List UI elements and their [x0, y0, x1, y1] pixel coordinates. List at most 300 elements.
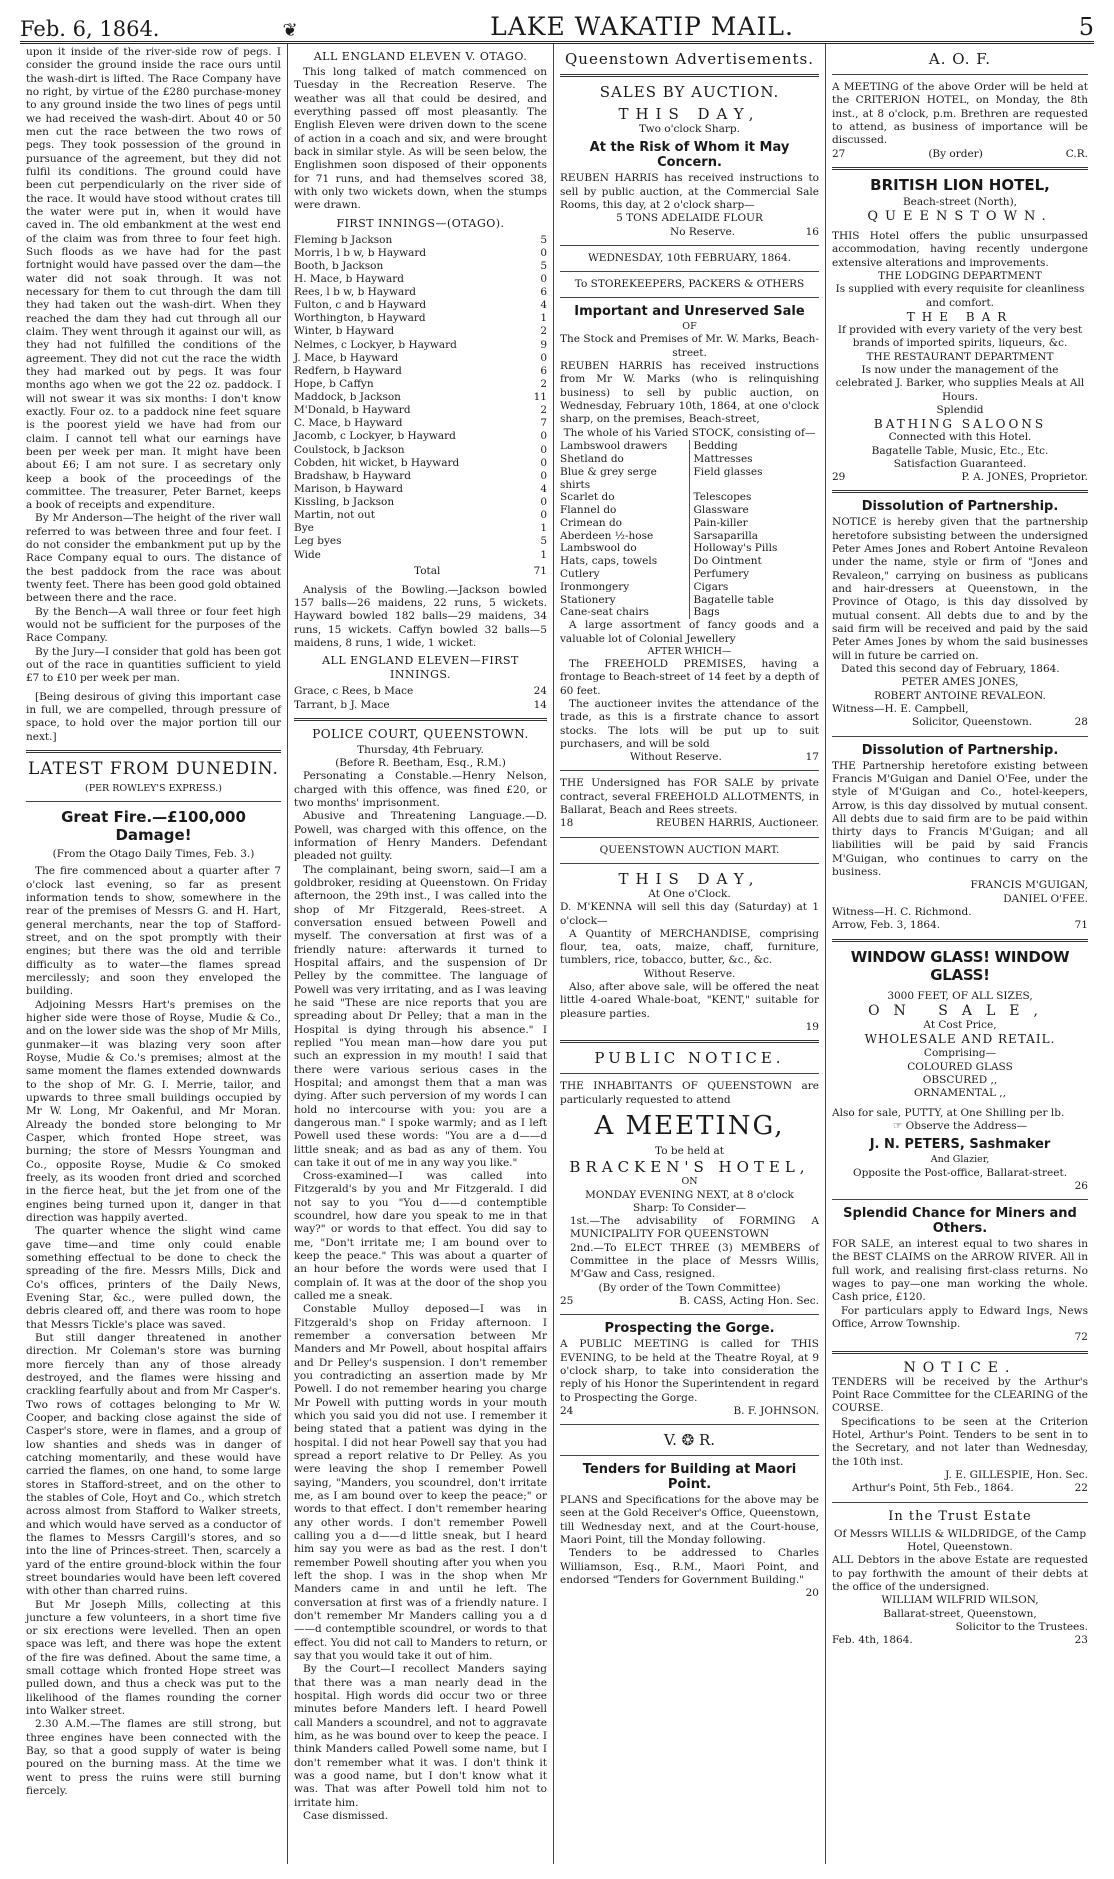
runs-value: 0: [540, 246, 547, 259]
police-text: Personating a Constable.—Henry Nelson, charged with this offence, was fined £20, or two months' imprisonment.: [294, 770, 547, 809]
runs-value: 24: [533, 685, 547, 698]
dissolution-text: THE Partnership heretofore existing between Francis M'Guigan and Daniel O'Fee, under the style of M'Guigan and Co., hotel-keepers, Arrow, is this day dissolved by mutual consent. All debts due to said firm are to be paid within thirty days to Francis M'Guigan; and all liabilities will be paid by said Francis M'Guigan, who continues to carry on the business.: [832, 759, 1088, 879]
runs-value: 11: [533, 391, 547, 404]
peters-address: Opposite the Post-office, Ballarat-street.: [852, 1166, 1068, 1179]
merchandise-text: A Quantity of MERCHANDISE, comprising flour, tea, oats, maize, chaff, furniture, tumblers, rice, tobacco, butter, &c., &c.: [560, 927, 819, 967]
sashmaker-name: J. N. PETERS, Sashmaker: [869, 1137, 1051, 1153]
batsman-name: Maddock, b Jackson: [294, 391, 401, 404]
runs-value: 0: [540, 443, 547, 456]
divider: [560, 1314, 819, 1315]
stock-item: Lambswool do: [560, 542, 690, 555]
glazier-label: And Glazier,: [930, 1154, 990, 1166]
stock-item: Shetland do: [560, 453, 690, 466]
divider: [832, 1502, 1088, 1503]
arthurs-line: [832, 1482, 1088, 1495]
johnson-line: [560, 1405, 819, 1418]
runs-value: 1: [540, 522, 547, 535]
score-row: [294, 483, 547, 496]
batsman-name: Marison, b Hayward: [294, 482, 403, 495]
divider: [560, 245, 819, 246]
fire-text: Adjoining Messrs Hart's premises on the higher side were those of Royse, Mudie & Co., and on the lower side was the shop of Mr Mills, gunmaker—it was blazing very soon after Royse, Mudie & Co.'s premises; almost at the same moment the flames extended downwards to the shop of Mr. G. I. Merrie, tailor, and upwards to three small buildings occupied by Mr W. Long, Mr Oakenful, and Mr Moran. Already the bonded store belonging to Mr Casper, which fronted Hope street, was burning; the store of Messrs Youngman and Co., opposite Royse, Mudie & Co smoked freely, as its wooden front dried and scorched in the fierce heat, but the jet from one of the engines being turned upon it, danger in that direction was happily averted.: [26, 998, 281, 1224]
no-reserve-line: [560, 226, 819, 239]
stock-item: Blue & grey serge shirts: [560, 466, 690, 492]
score-row: [294, 391, 547, 404]
storekeepers-heading: To STOREKEEPERS, PACKERS & OTHERS: [574, 278, 805, 291]
agenda-item: 2nd.—To ELECT THREE (3) MEMBERS of Committee in the place of Messrs Willis, M'Gaw and Cass, resigned.: [570, 1241, 819, 1281]
batsman-name: Jacomb, c Lockyer, b Hayward: [294, 430, 456, 443]
stock-item: Sarsaparilla: [693, 529, 758, 542]
stock-item: Pain-killer: [693, 516, 748, 529]
score-row: [294, 522, 547, 535]
batsman-name: J. Mace, b Hayward: [294, 351, 399, 364]
column-4: [826, 44, 1094, 1864]
batsman-name: H. Mace, b Hayward: [294, 272, 405, 285]
divider: [832, 939, 1088, 942]
time-note: At One o'Clock.: [648, 887, 731, 900]
fire-text: 2.30 A.M.—The flames are still strong, but three engines have been connected with the Bay, so that a good supply of water is being poured on the burning mass. At the time we went to press the ruins were still burning fiercely.: [26, 1718, 281, 1798]
trust-date-line: [832, 1634, 1088, 1647]
divider: [832, 1199, 1088, 1200]
runs-value: 5: [540, 259, 547, 272]
jones-line: [832, 471, 1088, 484]
without-reserve-line: [560, 751, 819, 764]
divider: [26, 750, 281, 753]
runs-value: 0: [540, 509, 547, 522]
stock-item: Lambswool drawers: [560, 440, 690, 453]
important-heading: Important and Unreserved Sale: [574, 304, 805, 320]
score-row: [294, 535, 547, 548]
hotel-name: BRACKEN'S HOTEL,: [569, 1158, 810, 1177]
batsman-name: Tarrant, b J. Mace: [294, 698, 390, 711]
tenders-text: Tenders to be addressed to Charles Williamson, Esq., R.M., Maori Point, and endorsed "Tenders for Government Building.": [560, 1547, 819, 1586]
column-1: [20, 44, 288, 1864]
runs-value: 5: [540, 233, 547, 246]
batsman-name: Bye: [294, 522, 314, 535]
hotel-heading: BRITISH LION HOTEL,: [870, 175, 1050, 194]
stock-item: Ironmongery: [560, 581, 690, 594]
meeting-heading: A MEETING,: [594, 1111, 785, 1142]
freehold-text: The FREEHOLD PREMISES, having a frontage to Beach-street of 14 feet by a depth of 60 feet.: [560, 657, 819, 697]
cricket-text: This long talked of match commenced on Tuesday in the Recreation Reserve. The weather was all that could be desired, and everything passed off most pleasantly. The English Eleven were driven down to the scene of action in a coach and six, and were brought back in similar style. As will be seen below, the Englishmen soon disposed of their opponents for 71 runs, and had themselves scored 38, with only two wickets down, when the stumps were drawn.: [294, 66, 547, 212]
stock-item: Aberdeen ½-hose: [560, 530, 690, 543]
bar-heading: THE BAR: [906, 310, 1014, 325]
batsman-name: Cobden, hit wicket, b Hayward: [294, 456, 460, 469]
runs-value: 1: [540, 312, 547, 325]
ad-number: 28: [1074, 716, 1088, 729]
ad-number: 25: [560, 1295, 574, 1308]
divider: [26, 801, 281, 802]
police-magistrate: (Before R. Beetham, Esq., R.M.): [335, 756, 506, 769]
innings-heading: FIRST INNINGS—(OTAGO).: [336, 216, 505, 230]
masthead: [20, 0, 1094, 44]
batsman-name: Booth, b Jackson: [294, 259, 384, 272]
arrow-date: Arrow, Feb. 3, 1864.: [832, 919, 941, 932]
runs-value: 0: [540, 272, 547, 285]
runs-value: 14: [533, 698, 547, 711]
ad-number: 26: [1074, 1179, 1088, 1192]
miners-text: FOR SALE, an interest equal to two shares in the BEST CLAIMS on the ARROW RIVER. All in full work, and realising first-class returns. No wages to pay—one man working the whole. Cash price, £120.: [832, 1238, 1088, 1304]
ad-number: 22: [1074, 1482, 1088, 1495]
fire-text: The fire commenced about a quarter after 7 o'clock last evening, so far as present information tends to show, somewhere in the rear of the premises of Messrs G. and H. Hart, general merchants, near the top of Stafford-street, and on the spot promptly with their engines; but there was the old and terrible difficulty as to water—the flames spread mercilessly; and soon they enveloped the building.: [26, 865, 281, 998]
score-row: [294, 247, 547, 260]
tenders-text: PLANS and Specifications for the above may be seen at the Gold Receiver's Office, Queenstown, till Wednesday next, and at the Court-house, Maori Point, till the Monday following.: [560, 1494, 819, 1546]
divider: [560, 770, 819, 771]
arthurs-date: Arthur's Point, 5th Feb., 1864.: [852, 1482, 1014, 1495]
divider: [832, 490, 1088, 493]
total-label: Total: [414, 564, 441, 577]
auction-text: REUBEN HARRIS has received instructions from Mr W. Marks (who is relinquishing business) to sell by public auction, on Wednesday, February 10th, 1864, at one o'clock sharp, on the premises, Beach-street,: [560, 360, 819, 426]
lodging-text: Is supplied with every requisite for cleanliness and comfort.: [835, 283, 1085, 309]
consider-label: Sharp: To Consider—: [633, 1201, 746, 1214]
english-innings-heading: ALL ENGLAND ELEVEN—FIRST INNINGS.: [322, 654, 519, 682]
score-row: [294, 699, 547, 712]
runs-value: 9: [540, 338, 547, 351]
police-text: Case dismissed.: [303, 1809, 389, 1822]
this-day-heading: THIS DAY,: [618, 869, 761, 888]
arrow-line: [832, 919, 1088, 932]
gorge-heading: Prospecting the Gorge.: [604, 1321, 775, 1337]
ad-number: 17: [805, 751, 819, 764]
score-row: [294, 273, 547, 286]
wilson-title: Solicitor to the Trustees.: [955, 1620, 1088, 1633]
flour-lot: 5 TONS ADELAIDE FLOUR: [616, 212, 763, 225]
mart-heading: QUEENSTOWN AUCTION MART.: [599, 843, 780, 856]
issue-date: Feb. 6, 1864.: [20, 17, 160, 41]
divider: [560, 837, 819, 838]
notice-text: TENDERS will be received by the Arthur's Point Race Committee for the CLEARING of the COURSE.: [832, 1375, 1088, 1415]
trust-subheading: Of Messrs WILLIS & WILDRIDGE, of the Camp Hotel, Queenstown.: [833, 1527, 1087, 1553]
satisfaction-text: Satisfaction Guaranteed.: [893, 458, 1027, 471]
wilson-signature: WILLIAM WILFRID WILSON,: [881, 1594, 1039, 1607]
score-row: [294, 430, 547, 443]
english-scorecard: [294, 685, 547, 711]
glass-type: COLOURED GLASS: [907, 1060, 1013, 1073]
score-row: [294, 444, 547, 457]
fire-text: But still danger threatened in another direction. Mr Coleman's store was burning more fiercely than any of those already destroyed, and the flames were hissing and crackling fearfully about and from Mr Casper's. Two rows of cottages belonging to Mr W. Cooper, and backing close against the side of Casper's store, were in flames, and a group of low shanties and sheds was in danger of catching momentarily, and these would have carried the flames, on one hand, to some large stores in Stafford-street, and on the other to the stables of Cole, Hoyt and Co., which stretch across almost from Stafford to Walker streets, and which would have served as a conductor of the flames to Messrs Cargill's stores, and so into the line of Princes-street. Then, scarcely a yard of the entire ground-block within the four street boundaries would have been left covered with other than charred ruins.: [26, 1331, 281, 1598]
jones-signature: P. A. JONES, Proprietor.: [961, 471, 1088, 484]
batsman-name: Nelmes, c Lockyer, b Hayward: [294, 338, 457, 351]
column-3: [554, 44, 826, 1864]
auctioneer-line: [560, 817, 819, 830]
batsman-name: Bradshaw, b Hayward: [294, 469, 411, 482]
race-case-text: By Mr Anderson—The height of the river wall referred to was between three and four feet. I do not consider the embankment put up by the Race Company equal to ours. The distance of the best paddock from the race was about twenty feet. There has been good gold obtained between there and the race.: [26, 512, 281, 605]
connected-text: Connected with this Hotel.: [888, 431, 1032, 444]
runs-value: 2: [540, 404, 547, 417]
score-row: [294, 470, 547, 483]
wilson-address: Ballarat-street, Queenstown,: [883, 1607, 1037, 1620]
batsman-name: C. Mace, b Hayward: [294, 417, 403, 430]
score-row: [294, 549, 547, 562]
stock-item: Bags: [693, 606, 720, 619]
score-row: [294, 496, 547, 509]
columns: [20, 44, 1094, 1864]
score-row: [294, 685, 547, 698]
police-text: Cross-examined—I was called into Fitzgerald's by you and Mr Fitzgerald. I did not say to you "You d——d contemptible scoundrel, how dare you speak to me in that way?" or words to that effect. You did say to me, "Don't irritate me; I am bound over to keep the peace." This was about a quarter of an hour before the words were used that I complain of. It was at the door of the shop you called me a sneak.: [294, 1170, 547, 1303]
stock-item: Cutlery: [560, 568, 690, 581]
without-reserve: Without Reserve.: [630, 751, 722, 764]
restaurant-heading: THE RESTAURANT DEPARTMENT: [866, 350, 1054, 363]
latest-subheading: (PER ROWLEY'S EXPRESS.): [85, 783, 222, 795]
bar-text: If provided with every variety of the very best brands of imported spirits, liqueurs, &c.: [837, 324, 1083, 350]
bathing-heading: BATHING SALOONS: [873, 417, 1047, 432]
runs-value: 0: [540, 496, 547, 509]
gorge-text: A PUBLIC MEETING is called for THIS EVENING, to be held at the Theatre Royal, at 9 o'clock sharp, to take into consideration the reply of his Honor the Superintendent in regard to Prospecting the Gorge.: [560, 1338, 819, 1404]
runs-value: 4: [540, 299, 547, 312]
stock-item: Perfumery: [693, 568, 750, 581]
runs-value: 1: [540, 548, 547, 561]
inhabitants-text: THE INHABITANTS OF QUEENSTOWN are particularly requested to attend: [560, 1080, 819, 1106]
sale-date: WEDNESDAY, 10th FEBRUARY, 1864.: [587, 251, 791, 264]
putty-text: Also for sale, PUTTY, at One Shilling per lb.: [832, 1106, 1065, 1119]
fire-source: (From the Otago Daily Times, Feb. 3.): [52, 848, 255, 861]
stock-item: Hats, caps, towels: [560, 555, 690, 568]
attend-text: The auctioneer invites the attendance of the trade, as this is a firstrate chance to assort stocks. The lots will be put up to suit purchasers, and will be sold: [560, 697, 819, 750]
batsman-name: Morris, l b w, b Hayward: [294, 246, 427, 259]
race-case-text: By the Bench—A wall three or four feet high would not be sufficient for the purposes of the Race Company.: [26, 605, 281, 645]
police-text: By the Court—I recollect Manders saying that there was a man nearly dead in the hospital. High words did occur two or three minutes before Manders left. I heard Powell call Manders a scoundrel, and not to aggravate him, as he was bound over to keep the peace. I think Manders called Powell some name, but I don't remember what it was. I don't think it was a good name, but I don't know what it was. That was after Powell told him not to irritate him.: [294, 1663, 547, 1809]
divider: [294, 718, 547, 721]
stock-item: Telescopes: [693, 491, 752, 504]
fire-heading: Great Fire.—£100,000 Damage!: [61, 808, 246, 845]
particulars-text: For particulars apply to Edward Ings, News Office, Arrow Township.: [832, 1304, 1088, 1331]
mkenna-text: D. M'KENNA will sell this day (Saturday) at 1 o'clock—: [560, 901, 819, 927]
batsman-name: Rees, l b w, b Hayward: [294, 286, 416, 299]
glass-type: ORNAMENTAL ,,: [914, 1087, 1006, 1100]
divider: [832, 74, 1088, 75]
miners-heading: Splendid Chance for Miners and Others.: [843, 1206, 1077, 1237]
window-glass-heading: WINDOW GLASS! WINDOW GLASS!: [850, 947, 1070, 984]
divider: [560, 1073, 819, 1074]
held-at: To be held at: [655, 1145, 724, 1158]
stock-item: Cane-seat chairs: [560, 606, 690, 619]
public-notice-heading: PUBLIC NOTICE.: [594, 1049, 785, 1068]
observe-address: ☞ Observe the Address—: [892, 1120, 1028, 1133]
hotel-text: THIS Hotel offers the public unsurpassed accommodation, having recently undergone extensive alterations and improvements.: [832, 230, 1088, 269]
batsman-name: M'Donald, b Hayward: [294, 404, 411, 417]
batsman-name: Redfern, b Hayward: [294, 364, 402, 377]
total-value: 71: [533, 564, 547, 577]
hotel-town: QUEENSTOWN.: [867, 209, 1053, 225]
ad-number: 24: [560, 1404, 574, 1417]
stock-item: Mattresses: [693, 452, 753, 465]
partner-name: PETER AMES JONES,: [901, 676, 1019, 689]
wholesale-heading: WHOLESALE AND RETAIL.: [864, 1032, 1056, 1047]
dissolution-heading: Dissolution of Partnership.: [861, 742, 1059, 758]
runs-value: 5: [540, 535, 547, 548]
fire-text: The quarter whence the slight wind came gave time—and time only could enable something effectual to be done to check the spreading of the fire. Messrs Mills, Dick and Co's offices, printers of the Daily News, Evening Star, &c., were pulled down, the debris cleared off, and there was room to hope that Messrs Tickle's place was saved.: [26, 1225, 281, 1331]
dissolution-heading: Dissolution of Partnership.: [861, 499, 1059, 515]
stock-intro: The whole of his Varied STOCK, consisting of—: [563, 426, 816, 439]
solicitor-line: [832, 716, 1088, 729]
notice-heading: NOTICE.: [903, 1359, 1017, 1376]
runs-value: 0: [540, 469, 547, 482]
dated-line: Dated this second day of February, 1864.: [841, 663, 1060, 676]
score-row: [294, 457, 547, 470]
glass-quantity: 3000 FEET, OF ALL SIZES,: [887, 989, 1033, 1002]
ad-number: 23: [1074, 1634, 1088, 1647]
aof-signature: C.R.: [1065, 147, 1088, 160]
divider: [560, 863, 819, 864]
divider: [560, 271, 819, 272]
divider: [560, 1455, 819, 1456]
batsman-name: Martin, not out: [294, 509, 375, 522]
divider: [560, 74, 819, 77]
partner-name: ROBERT ANTOINE REVALEON.: [874, 689, 1046, 702]
lodging-heading: THE LODGING DEPARTMENT: [878, 270, 1042, 283]
hotel-street: Beach-street (North),: [902, 195, 1018, 208]
solicitor: Solicitor, Queenstown.: [912, 716, 1033, 729]
cass-line: [560, 1295, 819, 1308]
aof-text: A MEETING of the above Order will be held at the CRITERION HOTEL, on Monday, the 8th inst., at 8 o'clock, p.m. Brethren are requested to attend, as business of importance will be discussed.: [832, 81, 1088, 147]
time-note: Two o'clock Sharp.: [639, 123, 740, 135]
stock-item: Field glasses: [693, 465, 763, 478]
score-row: [294, 260, 547, 273]
dissolution-text: NOTICE is hereby given that the partnership heretofore subsisting between the undersigned Peter Ames Jones and Robert Antoine Revaleon under the name, style or firm of "Jones and Revaleon," carrying on business as publicans and hair-dressers at Queenstown, in the Province of Otago, is this day dissolved by mutual consent. All debts due to and by the said firm will be received and paid by the said Peter Ames Jones by whom the said businesses will in future be carried on.: [832, 516, 1088, 662]
score-row: [294, 365, 547, 378]
race-case-text: By the Jury—I consider that gold has been got out of the race in quantities sufficient to yield £7 to £10 per week per man.: [26, 645, 281, 685]
stock-item: Flannel do: [560, 504, 690, 517]
glass-type: OBSCURED ,,: [922, 1074, 998, 1087]
batsman-name: Wide: [294, 548, 321, 561]
restaurant-text: Is now under the management of the celebrated J. Barker, who supplies Meals at All Hours.: [835, 364, 1085, 403]
ad-number: 20: [805, 1587, 819, 1600]
batsman-name: Winter, b Hayward: [294, 325, 395, 338]
police-text: Constable Mulloy deposed—I was in Fitzgerald's shop on Friday afternoon. I remember a conversation between Mr Manders and Mr Powell, about hospital affairs and Dr Pelley's suspension. I don't remember you contradicting an assertion made by Mr Powell. I do not remember hearing you charge Mr Powell with putting words in your mouth which you said you did not use. I remember it being stated that a patient was dying in the hospital. I did not hear Powell say that you had spread a report relative to Dr Pelley. As you were leaving the shop I remember Powell saying, "Manders, you scoundrel, don't irritate me, as I am bound over to keep the peace;" or words to that effect. I don't remember hearing any other words. I don't remember Powell calling you a d——d little sneak, but I heard him say you were as bad as the rest. I don't remember Powell shouting after you when you left the shop. I was in the shop when Mr Manders came in and until he left. The conversation at first was of a friendly nature. I don't remember Mr Manders calling you a d——d contemptible scoundrel, or words to that effect. You did not call to Manders to return, or say that you would take it out of him.: [294, 1303, 547, 1662]
trust-text: ALL Debtors in the above Estate are requested to pay forthwith the amount of their debts at the office of the undersigned.: [832, 1554, 1088, 1593]
police-text: The complainant, being sworn, said—I am a goldbroker, residing at Queenstown. On Friday afternoon, the 29th inst., I was called into the shop of Mr Fitzgerald, Rees-street. A conversation ensued between Powell and myself. The conversation at first was of a friendly nature: afterwards it turned to Hospital affairs, and the suspension of Dr Pelley by the committee. The language of Powell was very irritating, and as I was leaving he said "These are nice reports that you are spreading about Dr Pelley; that a man in the Hospital is dying through his absence." I replied "You mean man—how dare you put such an expression in my mouth! I said that there were various serious cases in the Hospital; and amongst them that a man was dying. After such perversion of my words I can hold no intercourse with you: you are a dangerous man." I spoke warmly; and as I left Powell used these words: "You are a d——d little sneak; and as bad as any of them. You can take it out of me in any way you like.": [294, 863, 547, 1169]
score-row: [294, 352, 547, 365]
stock-item: Holloway's Pills: [693, 542, 778, 555]
masthead-ornament: ❦: [282, 20, 298, 41]
divider: [560, 297, 819, 298]
stock-item: Scarlet do: [560, 491, 690, 504]
batsman-name: Grace, c Rees, b Mace: [294, 685, 414, 698]
stock-heading: The Stock and Premises of Mr. W. Marks, Beach-street.: [560, 333, 819, 359]
batsman-name: Leg byes: [294, 535, 342, 548]
runs-value: 6: [540, 364, 547, 377]
specifications-text: Specifications to be seen at the Criterion Hotel, Arthur's Point. Tenders to be sent in to the Secretary, and not later than Wednesday, the 10th inst.: [832, 1415, 1088, 1468]
police-date: Thursday, 4th February.: [357, 743, 484, 756]
runs-value: 0: [540, 351, 547, 364]
police-text: Abusive and Threatening Language.—D. Powell, was charged with this offence, on the information of Henry Manders. Defendant pleaded not guilty.: [294, 810, 547, 863]
bagatelle-text: Bagatelle Table, Music, Etc., Etc.: [871, 444, 1049, 457]
ad-number: 27: [832, 147, 846, 160]
editor-note: [Being desirous of giving this important case in full, we are compelled, through pressure of space, to hold over the major portion till our next.]: [26, 690, 281, 743]
score-row: [294, 417, 547, 430]
stock-item: Do Ointment: [693, 555, 762, 568]
latest-heading: LATEST FROM DUNEDIN.: [28, 759, 279, 780]
on-label: ON: [681, 1176, 698, 1188]
sales-heading: SALES BY AUCTION.: [599, 83, 780, 101]
score-row: [294, 299, 547, 312]
stock-item: Cigars: [693, 580, 729, 593]
splendid-label: Splendid: [936, 404, 984, 417]
stock-item: Bagatelle table: [693, 593, 774, 606]
batsman-name: Fulton, c and b Hayward: [294, 299, 427, 312]
no-reserve: No Reserve.: [670, 225, 736, 238]
aof-sig-line: [832, 148, 1088, 161]
witness-line: Witness—H. E. Campbell,: [832, 703, 969, 716]
score-row: [294, 509, 547, 522]
police-heading: POLICE COURT, QUEENSTOWN.: [312, 726, 529, 741]
risk-heading: At the Risk of Whom it May Concern.: [589, 140, 790, 171]
by-order: (By order): [928, 147, 983, 160]
ad-number: 16: [805, 225, 819, 238]
newspaper-title: LAKE WAKATIP MAIL.: [490, 12, 794, 41]
agenda-item: 1st.—The advisability of FORMING A MUNICIPALITY FOR QUEENSTOWN: [570, 1215, 819, 1241]
order-note: (By order of the Town Committee): [598, 1281, 781, 1294]
stock-item: Bedding: [693, 440, 738, 453]
page-number: 5: [1078, 13, 1094, 41]
tenders-heading: Tenders for Building at Maori Point.: [582, 1462, 797, 1493]
advertisements-heading: Queenstown Advertisements.: [564, 50, 814, 68]
after-which: AFTER WHICH—: [647, 645, 732, 657]
johnson-signature: B. F. JOHNSON.: [733, 1404, 819, 1417]
cricket-heading: ALL ENGLAND ELEVEN V. OTAGO.: [313, 50, 528, 63]
score-row: [294, 378, 547, 391]
stock-item: Stationery: [560, 594, 690, 607]
this-day-heading: THIS DAY,: [618, 105, 761, 123]
whaleboat-text: Also, after above sale, will be offered the neat little 4-oared Whale-boat, "KENT," suitable for pleasure parties.: [560, 981, 819, 1020]
column-2: [288, 44, 554, 1864]
aof-heading: A. O. F.: [928, 50, 992, 68]
batsman-name: Coulstock, b Jackson: [294, 443, 405, 456]
score-row: [294, 339, 547, 352]
ad-number: 71: [1074, 919, 1088, 932]
batsman-name: Kissling, b Jackson: [294, 496, 395, 509]
without-reserve: Without Reserve.: [643, 967, 736, 980]
cass-signature: B. CASS, Acting Hon. Sec.: [679, 1295, 819, 1308]
ad-number: 29: [832, 471, 846, 484]
ad-number: 72: [1074, 1331, 1088, 1344]
fire-text: But Mr Joseph Mills, collecting at this juncture a few volunteers, in a short time five or six erections were levelled. Then an open space was left, and there was hope the extent of the fire was defined. About the same time, a small cottage which fronted Hope street was pulled down, and thus a check was put to the likelihood of the flames rounding the corner into Walker street.: [26, 1598, 281, 1718]
score-row: [294, 404, 547, 417]
stock-items: [560, 440, 819, 619]
ad-number: 18: [560, 817, 574, 830]
divider: [832, 1351, 1088, 1354]
witness-line: Witness—H. C. Richmond.: [832, 906, 972, 919]
runs-value: 2: [540, 377, 547, 390]
batsman-name: Worthington, b Hayward: [294, 312, 426, 325]
runs-value: 0: [540, 456, 547, 469]
of-label: OF: [682, 321, 697, 333]
meeting-time: MONDAY EVENING NEXT, at 8 o'clock: [585, 1188, 794, 1201]
auction-text: REUBEN HARRIS has received instructions to sell by public auction, at the Commercial Sale Rooms, this day, at 2 o'clock sharp—: [560, 172, 819, 211]
divider: [832, 167, 1088, 170]
batsman-name: Fleming b Jackson: [294, 233, 393, 246]
score-row: [294, 312, 547, 325]
runs-value: 7: [540, 417, 547, 430]
runs-value: 6: [540, 286, 547, 299]
comprising-label: Comprising—: [923, 1047, 997, 1060]
on-sale-heading: ON SALE,: [868, 1002, 1052, 1019]
score-row: [294, 286, 547, 299]
race-case-text: upon it inside of the river-side row of pegs. I consider the ground inside the race ours until the wash-dirt is lifted. The Race Company have no right, by virtue of the £280 purchase-money to any ground inside the two lines of pegs until we had received the wash-dirt. About 40 or 50 men cut the race between the two rows of pegs. They took possession of the ground in pursuance of the agreement, but they did not fulfil its conditions. The ground could have been cut perpendicularly on the river side of the race. It would have stood without crates till the water were put in, when it would have caved in. The old embankment at the west end of the claim was from three to four feet high. Such floods as we have had for the past fortnight would have passed over the dam—the water did not soak through. It was not necessary for them to cut through the dam till they had taken out the wash-dirt. When they reached the dam they had cut through all our claim. They went through it against our will, as they had not fulfilled the conditions of the agreement. They did not cut the race the width they had marked out by pegs. It was four months ago when we got the 22 oz. paddock. I will not swear it was six months: I don't know exactly. Four oz. to a paddock nine feet square is the poorest yield we have had from our claim. I cannot tell what our earnings have been per week per man. It might have been about £6; I am not sure. I as secretary only keep a book of the proceedings of the committee. The treasurer, Peter Barnet, keeps a book of receipts and expenditure.: [26, 46, 281, 512]
trust-heading: In the Trust Estate: [888, 1508, 1032, 1524]
score-row: [294, 234, 547, 247]
partner-name: DANIEL O'FEE.: [1003, 892, 1088, 905]
runs-value: 4: [540, 482, 547, 495]
runs-value: 2: [540, 325, 547, 338]
divider: [560, 1040, 819, 1043]
stock-item: Glassware: [693, 504, 749, 517]
fancy-goods: A large assortment of fancy goods and a valuable lot of Colonial Jewellery: [560, 619, 819, 645]
score-row: [294, 325, 547, 338]
innings-scorecard: [294, 234, 547, 562]
gillespie-signature: J. E. GILLESPIE, Hon. Sec.: [945, 1469, 1088, 1482]
partner-name: FRANCIS M'GUIGAN,: [970, 879, 1088, 892]
runs-value: 0: [540, 430, 547, 443]
